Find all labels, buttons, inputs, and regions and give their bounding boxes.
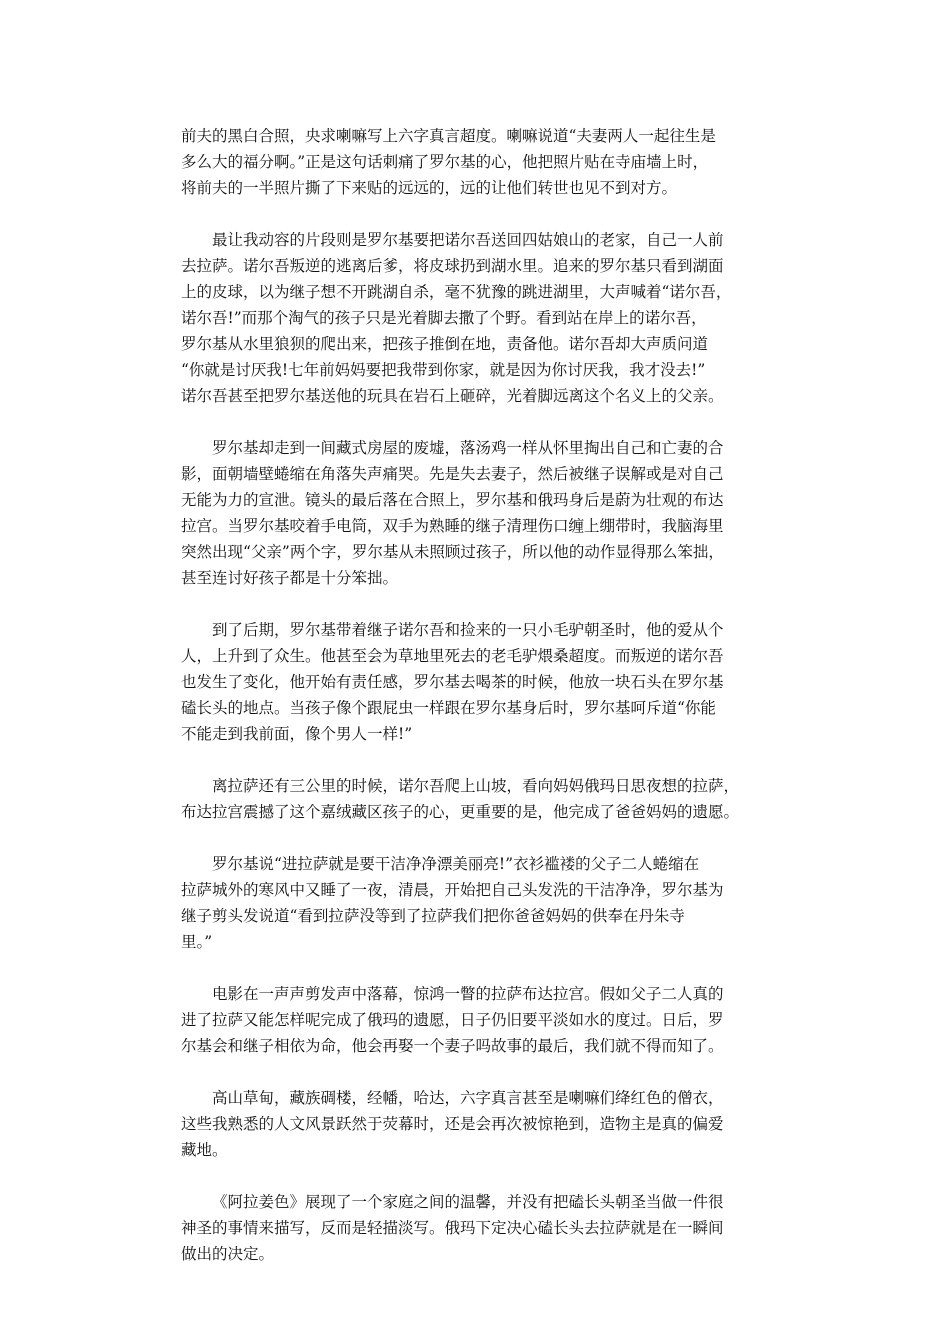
text-line: 多么大的福分啊。”正是这句话刺痛了罗尔基的心，他把照片贴在寺庙墙上时，: [181, 153, 709, 171]
text-line: 继子剪头发说道“看到拉萨没等到了拉萨我们把你爸爸妈妈的供奉在丹朱寺: [181, 907, 685, 925]
text-line: 磕长头的地点。当孩子像个跟屁虫一样跟在罗尔基身后时，罗尔基呵斥道“你能: [181, 699, 716, 717]
text-line: 离拉萨还有三公里的时候，诺尔吾爬上山坡，看向妈妈俄玛日思夜想的拉萨，: [212, 777, 740, 795]
paragraph-7: [181, 981, 773, 1059]
text-line: 不能走到我前面，像个男人一样!”: [181, 725, 413, 743]
paragraph-4: [181, 617, 773, 747]
text-line: 藏地。: [181, 1141, 228, 1159]
paragraph-9: [181, 1189, 773, 1267]
text-line: 布达拉宫震撼了这个嘉绒藏区孩子的心，更重要的是，他完成了爸爸妈妈的遗愿。: [181, 803, 740, 821]
paragraph-6: [181, 851, 773, 955]
text-line: 罗尔基从水里狼狈的爬出来，把孩子推倒在地，责备他。诺尔吾却大声质问道: [181, 335, 709, 353]
text-line: 诺尔吾!”而那个淘气的孩子只是光着脚去撒了个野。看到站在岸上的诺尔吾，: [181, 309, 707, 327]
text-line: 前夫的黑白合照，央求喇嘛写上六字真言超度。喇嘛说道“夫妻两人一起往生是: [181, 127, 716, 145]
paragraph-3: [181, 435, 773, 591]
text-line: 做出的决定。: [181, 1245, 275, 1263]
text-line: 影，面朝墙壁蜷缩在角落失声痛哭。先是失去妻子，然后被继子误解或是对自己: [181, 465, 724, 483]
text-line: 无能为力的宣泄。镜头的最后落在合照上，罗尔基和俄玛身后是蔚为壮观的布达: [181, 491, 724, 509]
text-line: 进了拉萨又能怎样呢完成了俄玛的遗愿，日子仍旧要平淡如水的度过。日后，罗: [181, 1011, 724, 1029]
text-line: 拉萨城外的寒风中又睡了一夜，清晨，开始把自己头发洗的干洁净净，罗尔基为: [181, 881, 724, 899]
paragraph-5: [181, 773, 773, 825]
text-line: 将前夫的一半照片撕了下来贴的远远的，远的让他们转世也见不到对方。: [181, 179, 678, 197]
text-line: 拉宫。当罗尔基咬着手电筒，双手为熟睡的继子清理伤口缠上绷带时，我脑海里: [181, 517, 724, 535]
text-line: 《阿拉姜色》展现了一个家庭之间的温馨，并没有把磕长头朝圣当做一件很: [212, 1193, 724, 1211]
text-line: 电影在一声声剪发声中落幕，惊鸿一瞥的拉萨布达拉宫。假如父子二人真的: [212, 985, 724, 1003]
text-line: 突然出现“父亲”两个字，罗尔基从未照顾过孩子，所以他的动作显得那么笨拙，: [181, 543, 724, 561]
paragraph-1: [181, 123, 773, 201]
text-line: 罗尔基说“进拉萨就是要干洁净净漂美丽亮!”衣衫褴褛的父子二人蜷缩在: [212, 855, 700, 873]
text-line: 最让我动容的片段则是罗尔基要把诺尔吾送回四姑娘山的老家，自己一人前: [212, 231, 724, 249]
paragraph-2: [181, 227, 773, 409]
text-line: 神圣的事情来描写，反而是轻描淡写。俄玛下定决心磕长头去拉萨就是在一瞬间: [181, 1219, 724, 1237]
text-line: 高山草甸，藏族碉楼，经幡，哈达，六字真言甚至是喇嘛们绛红色的僧衣，: [212, 1089, 724, 1107]
paragraph-8: [181, 1085, 773, 1163]
text-line: 里。”: [181, 933, 213, 951]
text-line: 尔基会和继子相依为命，他会再娶一个妻子吗故事的最后，我们就不得而知了。: [181, 1037, 724, 1055]
text-line: 这些我熟悉的人文风景跃然于荧幕时，还是会再次被惊艳到，造物主是真的偏爱: [181, 1115, 724, 1133]
text-line: “你就是讨厌我!七年前妈妈要把我带到你家，就是因为你讨厌我，我才没去!”: [181, 361, 706, 379]
text-line: 罗尔基却走到一间藏式房屋的废墟，落汤鸡一样从怀里掏出自己和亡妻的合: [212, 439, 724, 457]
text-line: 甚至连讨好孩子都是十分笨拙。: [181, 569, 399, 587]
text-line: 也发生了变化，他开始有责任感，罗尔基去喝茶的时候，他放一块石头在罗尔基: [181, 673, 724, 691]
text-line: 诺尔吾甚至把罗尔基送他的玩具在岩石上砸碎，光着脚远离这个名义上的父亲。: [181, 387, 724, 405]
text-line: 到了后期，罗尔基带着继子诺尔吾和捡来的一只小毛驴朝圣时，他的爱从个: [212, 621, 724, 639]
text-line: 人，上升到了众生。他甚至会为草地里死去的老毛驴煨桑超度。而叛逆的诺尔吾: [181, 647, 724, 665]
text-line: 上的皮球，以为继子想不开跳湖自杀，毫不犹豫的跳进湖里，大声喊着“诺尔吾，: [181, 283, 732, 301]
text-line: 去拉萨。诺尔吾叛逆的逃离后爹，将皮球扔到湖水里。追来的罗尔基只看到湖面: [181, 257, 724, 275]
document-page: [181, 123, 773, 1293]
